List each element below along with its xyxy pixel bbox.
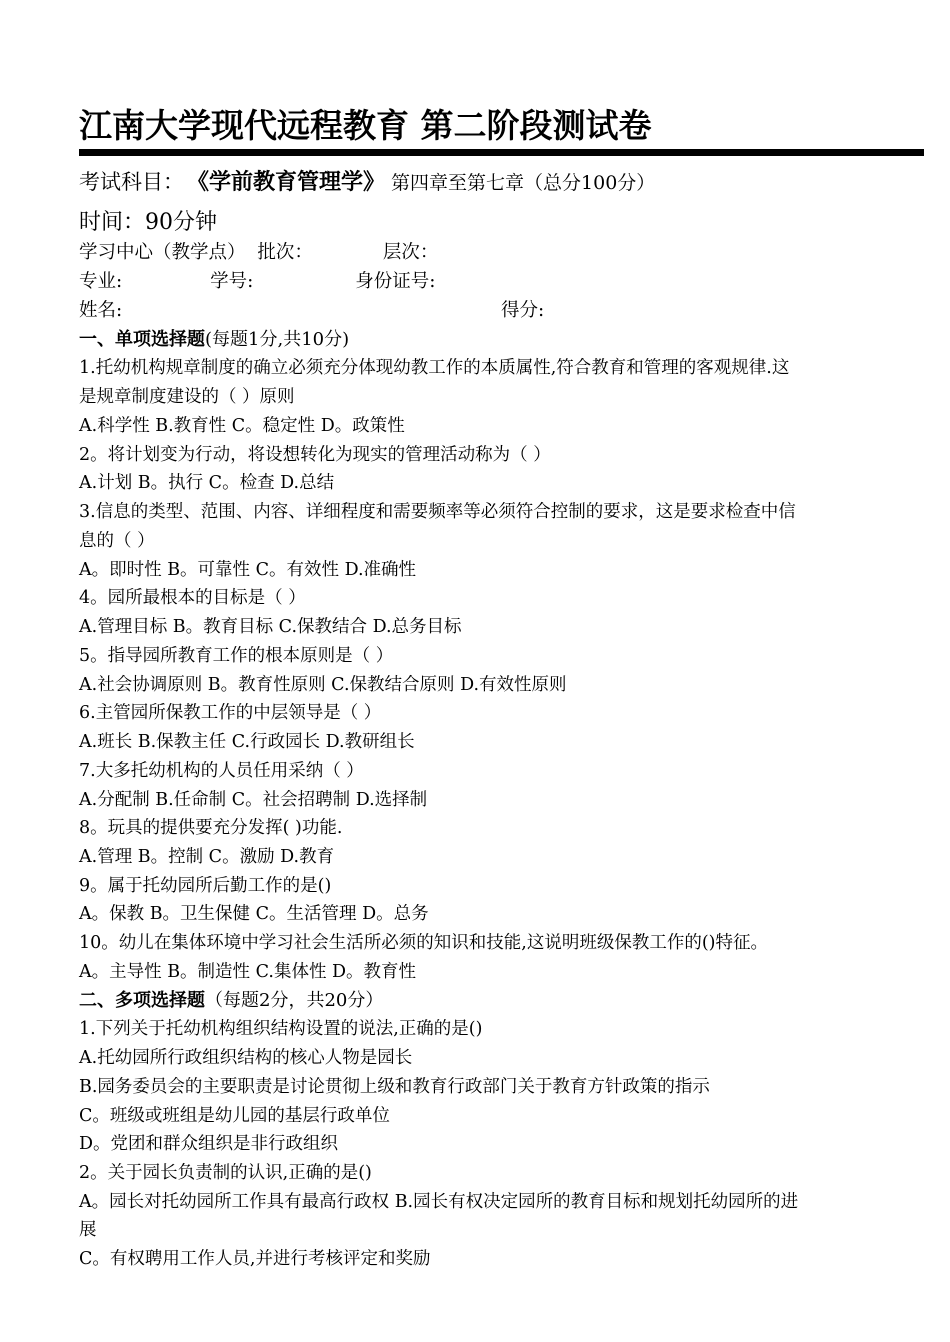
option-line: A.管理目标 B。教育目标 C.保教结合 D.总务目标 [79, 617, 462, 637]
question-line: 6.主管园所保教工作的中层领导是（ ） [79, 703, 382, 723]
option-line: A.计划 B。执行 C。检查 D.总结 [79, 473, 335, 493]
chapter-range: 第四章至第七章（总分100分） [391, 172, 656, 194]
batch-label: 批次： [257, 242, 313, 263]
question-line: 9。属于托幼园所后勤工作的是() [79, 876, 332, 896]
center-label: 学习中心（教学点） [79, 242, 246, 263]
student-id-label: 学号: [210, 271, 254, 292]
score-label: 得分: [501, 300, 545, 321]
option-line: A.科学性 B.教育性 C。稳定性 D。政策性 [79, 416, 405, 436]
option-line: D。党团和群众组织是非行政组织 [79, 1134, 339, 1154]
question-line: 3.信息的类型、范围、内容、详细程度和需要频率等必须符合控制的要求，这是要求检查中信 [79, 502, 796, 522]
question-line: 1.托幼机构规章制度的确立必须充分体现幼教工作的本质属性,符合教育和管理的客观规律.这 [79, 358, 790, 378]
option-line: 展 [79, 1220, 97, 1240]
level-label: 层次： [382, 242, 439, 263]
name-label: 姓名: [79, 300, 123, 321]
name-line [79, 300, 924, 322]
question-line: 5。指导园所教育工作的根本原则是（ ） [79, 646, 394, 666]
question-line: 是规章制度建设的（ ）原则 [79, 387, 295, 407]
question-line: 息的（ ） [79, 531, 155, 551]
question-line: 7.大多托幼机构的人员任用采纳（ ） [79, 761, 364, 781]
section-1-note: (每题1分,共10分) [205, 329, 350, 350]
exam-title: 江南大学现代远程教育 第二阶段测试卷 [79, 106, 652, 145]
major-line [79, 271, 435, 293]
question-line: 2。关于园长负责制的认识,正确的是() [79, 1163, 372, 1183]
option-line: A。保教 B。卫生保健 C。生活管理 D。总务 [79, 904, 429, 924]
course-name: 《学前教育管理学》 [198, 170, 386, 195]
option-line: A.班长 B.保教主任 C.行政园长 D.教研组长 [79, 732, 415, 752]
subject-line [79, 168, 655, 197]
section-2-title: 二、多项选择题 [79, 990, 205, 1011]
option-line: A.托幼园所行政组织结构的核心人物是园长 [79, 1048, 413, 1068]
id-card-label: 身份证号: [355, 271, 436, 292]
major-label: 专业: [79, 271, 123, 292]
option-line: A.管理 B。控制 C。激励 D.教育 [79, 847, 335, 867]
section-2-heading [79, 990, 383, 1012]
option-line: A.社会协调原则 B。教育性原则 C.保教结合原则 D.有效性原则 [79, 675, 567, 695]
option-line: C。有权聘用工作人员,并进行考核评定和奖励 [79, 1249, 431, 1269]
option-line: A。主导性 B。制造性 C.集体性 D。教育性 [79, 962, 417, 982]
question-line: 1.下列关于托幼机构组织结构设置的说法,正确的是() [79, 1019, 483, 1039]
section-2-note: （每题2分，共20分） [205, 990, 384, 1011]
option-line: C。班级或班组是幼儿园的基层行政单位 [79, 1106, 390, 1126]
subject-label: 考试科目： [79, 170, 184, 194]
option-line: A.分配制 B.任命制 C。社会招聘制 D.选择制 [79, 790, 428, 810]
option-line: B.园务委员会的主要职责是讨论贯彻上级和教育行政部门关于教育方针政策的指示 [79, 1077, 710, 1097]
question-line: 2。将计划变为行动，将设想转化为现实的管理活动称为（ ） [79, 445, 551, 465]
question-line: 8。玩具的提供要充分发挥( )功能. [79, 818, 343, 838]
section-1-title: 一、单项选择题 [79, 329, 205, 350]
question-line: 4。园所最根本的目标是（ ） [79, 588, 306, 608]
question-line: 10。幼儿在集体环境中学习社会生活所必须的知识和技能,这说明班级保教工作的()特征。 [79, 933, 768, 953]
title-rule [79, 149, 924, 156]
option-line: A。园长对托幼园所工作具有最高行政权 B.园长有权决定园所的教育目标和规划托幼园所的进 [79, 1192, 799, 1212]
option-line: A。即时性 B。可靠性 C。有效性 D.准确性 [79, 560, 417, 580]
section-1-heading [79, 329, 349, 351]
center-line [79, 242, 438, 264]
exam-time: 时间：90分钟 [79, 210, 217, 235]
